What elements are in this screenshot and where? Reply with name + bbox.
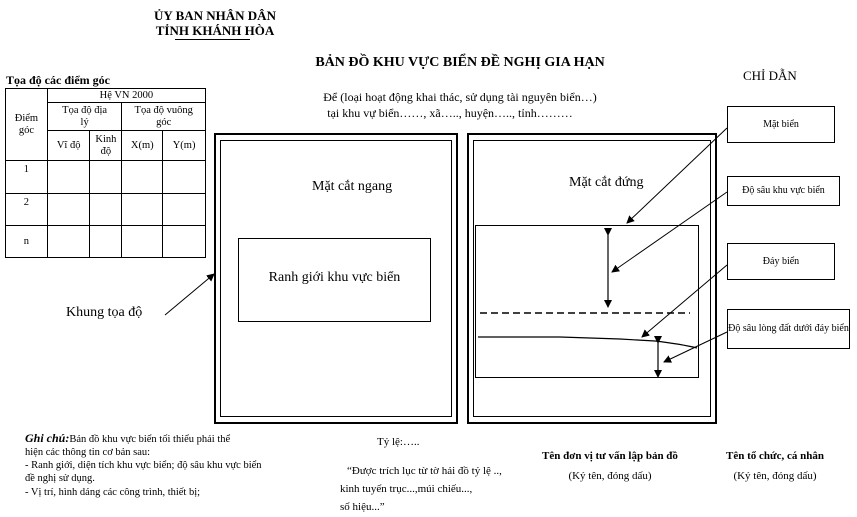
coord-table-system: Hệ VN 2000	[47, 89, 205, 103]
coord-table-y-header: Y(m)	[163, 131, 206, 161]
seabed-curve	[478, 337, 697, 348]
callout-sea-surface: Mặt biển	[727, 106, 835, 143]
leader-depth-area	[612, 192, 727, 272]
organization-sign-note: (Ký tên, đóng dấu)	[733, 470, 817, 482]
coord-table-geo-header: Tọa độ địa lý	[47, 103, 122, 131]
cross-section-title: Mặt cắt ngang	[312, 179, 393, 194]
notes-line1: Bản đồ khu vực biển tối thiểu phải thể	[69, 434, 231, 445]
map-subtitle-line2: tại khu vự biển……, xã….., huyện….., tỉnh………	[327, 106, 573, 120]
coord-table-grid-header: Tọa độ vuông góc	[122, 103, 206, 131]
coord-table-x-header: X(m)	[122, 131, 163, 161]
callout-subsoil-depth: Độ sâu lòng đất dưới đáy biển	[727, 309, 850, 349]
org-name-line1: ỦY BAN NHÂN DÂN	[154, 8, 276, 23]
leader-coordinate-frame	[165, 274, 214, 315]
source-quote-line1: “Được trích lục từ tờ hải đồ tỷ lệ ..,	[347, 465, 502, 477]
coord-table-lon-header: Kinh độ	[90, 131, 122, 161]
notes-line4: đề nghị sử dụng.	[25, 473, 95, 485]
consultant-title: Tên đơn vị tư vấn lập bản đồ	[542, 450, 678, 462]
coord-table-point-header: Điểm góc	[6, 89, 48, 161]
org-name-line2: TỈNH KHÁNH HÒA	[155, 23, 275, 38]
source-quote-line2: kinh tuyến trục...,múi chiếu...,	[340, 483, 473, 495]
notes-heading: Ghi chú:	[25, 431, 70, 445]
notes-block	[25, 431, 295, 499]
callout-depth-area: Độ sâu khu vực biển	[727, 176, 840, 206]
coord-table-row-label: 2	[6, 193, 48, 225]
notes-line3: - Ranh giới, diện tích khu vực biển; độ sâu khu vực biển	[25, 460, 262, 472]
coord-table-row-label: 1	[6, 161, 48, 193]
coord-table-lat-header: Vĩ độ	[47, 131, 90, 161]
leader-seabed	[642, 265, 727, 337]
map-title: BẢN ĐỒ KHU VỰC BIỂN ĐỀ NGHỊ GIA HẠN	[315, 55, 605, 70]
scale-label: Tỷ lệ:…..	[377, 436, 420, 448]
sea-area-boundary-label: Ranh giới khu vực biển	[268, 270, 401, 285]
map-subtitle-line1: Để (loại hoạt động khai thác, sử dụng tài nguyên biển…)	[323, 90, 597, 104]
notes-line5: - Vị trí, hình dáng các công trình, thiết bị;	[25, 486, 201, 498]
organization-title: Tên tổ chức, cá nhân	[726, 450, 824, 462]
coord-table-caption: Tọa độ các điểm góc	[6, 73, 110, 87]
coord-table-row-label: n	[6, 225, 48, 257]
callout-seabed: Đáy biển	[727, 243, 835, 280]
leader-subsoil-depth	[664, 332, 727, 362]
coordinate-frame-label: Khung tọa độ	[66, 305, 143, 320]
legend-title: CHỈ DẪN	[743, 68, 797, 83]
notes-line2: hiện các thông tin cơ bản sau:	[25, 447, 151, 459]
leader-sea-surface	[627, 128, 727, 223]
source-quote-line3: số hiệu...”	[340, 501, 385, 513]
vertical-section-title: Mặt cắt đứng	[569, 175, 644, 190]
consultant-sign-note: (Ký tên, đóng dấu)	[568, 470, 652, 482]
